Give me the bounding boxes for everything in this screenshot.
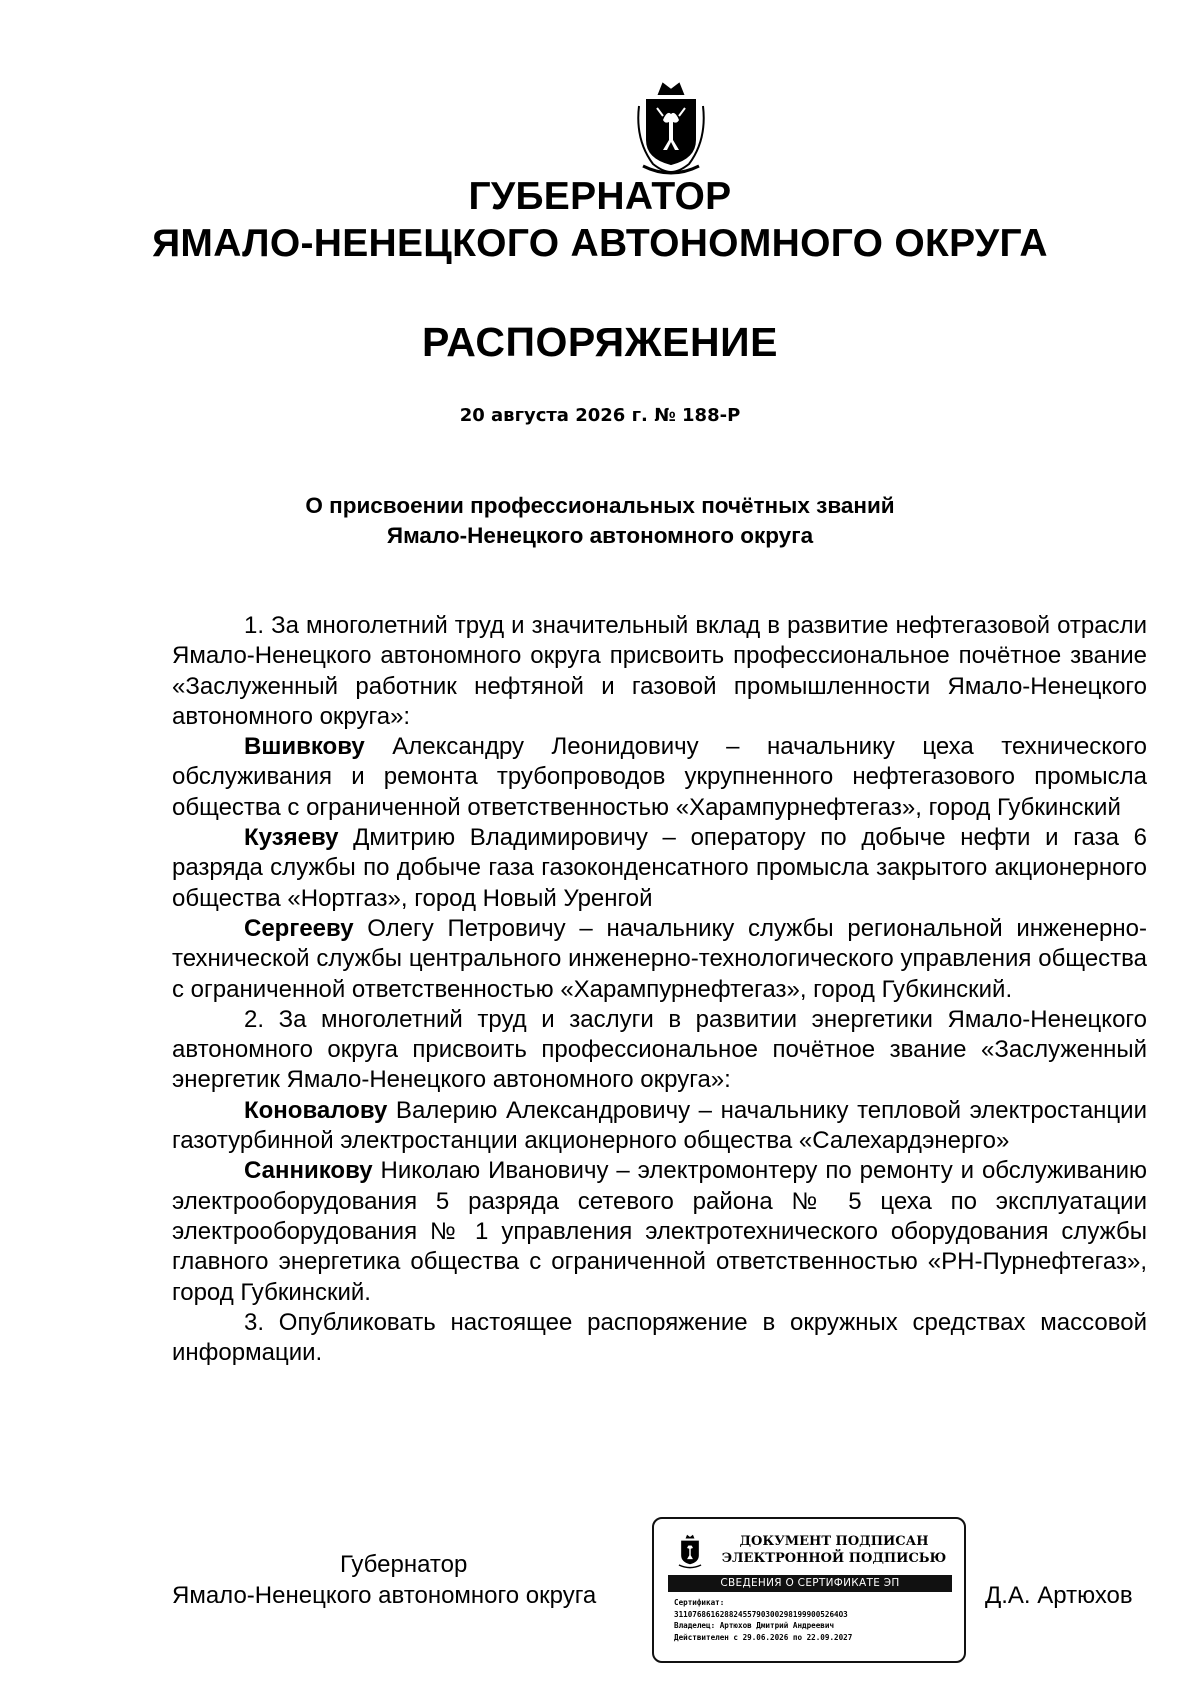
awardee-details: Олегу Петровичу – начальнику службы региональной инженерно-технической службы центрального инженерно-технологического управления общества с ограниченной ответственностью «Харампурнефтегаз», город Губкинский. — [172, 914, 1147, 1003]
paragraph-1: 1. За многолетний труд и значительный вклад в развитие нефтегазовой отрасли Ямало-Ненецкого автономного округа присвоить профессиональное почётное звание «Заслуженный работник нефтяной и газовой промышленности Ямало-Ненецкого автономного округа»: — [172, 612, 1147, 730]
awardee-surname: Вшивкову — [244, 733, 365, 761]
cert-number: 311076861628824557903002981999005264O3 — [674, 1609, 848, 1619]
awardee-entry — [172, 1096, 1147, 1157]
awardee-entry — [172, 914, 1147, 1005]
stamp-heading-line1: ДОКУМЕНТ ПОДПИСАН — [739, 1534, 929, 1549]
document-subject — [0, 491, 1200, 551]
paragraph-2: 2. За многолетний труд и заслуги в развитии энергетики Ямало-Ненецкого автономного округа присвоить профессиональное почётное звание «Заслуженный энергетик Ямало-Ненецкого автономного округа»: — [172, 1005, 1147, 1094]
awardee-surname: Санникову — [244, 1157, 373, 1185]
coat-of-arms-icon — [676, 1533, 704, 1569]
awardee-entry — [172, 823, 1147, 914]
paragraph-3: 3. Опубликовать настоящее распоряжение в окружных средствах массовой информации. — [172, 1308, 1147, 1367]
cert-owner: Владелец: Артюхов Дмитрий Андреевич — [674, 1621, 835, 1631]
cert-validity: Действителен с 29.06.2026 по 22.09.2027 — [674, 1632, 853, 1642]
document-type: РАСПОРЯЖЕНИЕ — [422, 319, 778, 365]
coat-of-arms-icon — [633, 80, 709, 176]
subject-line1: О присвоении профессиональных почётных званий — [305, 493, 895, 518]
stamp-heading — [714, 1533, 954, 1567]
authority-title-line1: ГУБЕРНАТОР — [468, 175, 732, 218]
awardee-details: Валерию Александровичу – начальнику тепловой электростанции газотурбинной электростанции акционерного общества «Салехардэнерго» — [172, 1096, 1147, 1155]
awardee-entry — [172, 1156, 1147, 1307]
signer-title-line1: Губернатор — [340, 1551, 468, 1578]
awardee-details: Николаю Ивановичу – электромонтеру по ремонту и обслуживанию электрооборудования 5 разряда сетевого района № 5 цеха по эксплуатации электрооборудования № 1 управления электротехнического оборудования службы главного энергетика общества с ограниченной ответственностью «РН-Пурнефтегаз», город Губкинский. — [172, 1157, 1147, 1306]
cert-label: Сертификат: — [674, 1598, 725, 1607]
e-signature-stamp — [652, 1517, 966, 1663]
stamp-heading-line2: ЭЛЕКТРОННОЙ ПОДПИСЬЮ — [721, 1551, 947, 1566]
awardee-entry — [172, 732, 1147, 823]
subject-line2: Ямало-Ненецкого автономного округа — [386, 523, 814, 548]
stamp-certificate-info — [674, 1597, 958, 1643]
signer-name: Д.А. Артюхов — [985, 1582, 1133, 1609]
authority-title-line2: ЯМАЛО-НЕНЕЦКОГО АВТОНОМНОГО ОКРУГА — [152, 222, 1048, 265]
document-body — [172, 611, 1147, 1368]
stamp-certificate-bar: СВЕДЕНИЯ О СЕРТИФИКАТЕ ЭП — [668, 1575, 952, 1592]
awardee-surname: Коновалову — [244, 1096, 388, 1124]
awardee-details: Дмитрию Владимировичу – оператору по добыче нефти и газа 6 разряда службы по добыче газа газоконденсатного промысла закрытого акционерного общества «Нортгаз», город Новый Уренгой — [172, 824, 1147, 912]
awardee-surname: Кузяеву — [244, 824, 339, 852]
awardee-surname: Сергееву — [244, 914, 354, 942]
document-date-number: 20 августа 2026 г. № 188-Р — [459, 405, 741, 426]
awardee-details: Александру Леонидовичу – начальнику цеха технического обслуживания и ремонта трубопроводов укрупненного нефтегазового промысла общества с ограниченной ответственностью «Харампурнефтегаз», город Губкинский — [172, 733, 1147, 821]
signer-title-line2: Ямало-Ненецкого автономного округа — [172, 1582, 597, 1609]
